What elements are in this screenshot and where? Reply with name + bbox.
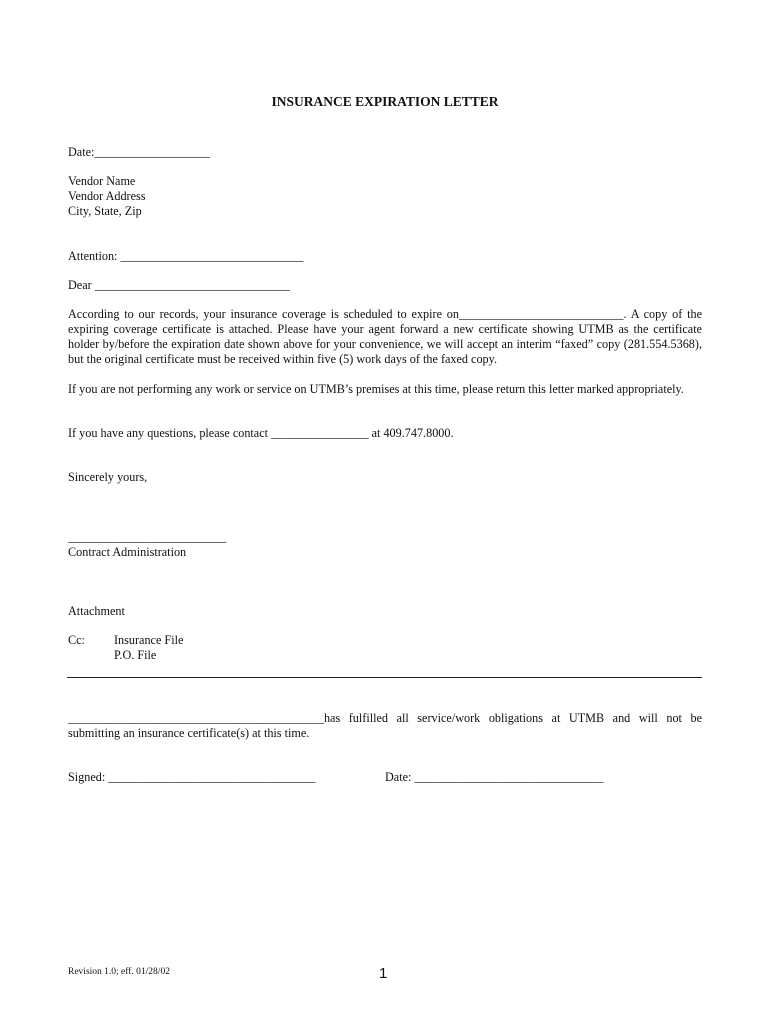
attention-line: Attention: ______________________________ — [68, 249, 304, 263]
signature-line: __________________________ — [68, 530, 227, 544]
attachment-label: Attachment — [68, 604, 125, 618]
fulfilled-paragraph: __________________________________________has fulfilled all service/work obligations at UTMB and will not be submitting an insurance certificate(s) at this time. — [68, 711, 702, 740]
vendor-name: Vendor Name — [68, 174, 136, 188]
cc-label: Cc: — [68, 633, 85, 647]
cc-item: P.O. File — [114, 648, 157, 662]
cc-item: Insurance File — [114, 633, 184, 647]
questions-line: If you have any questions, please contact ________________ at 409.747.8000. — [68, 426, 454, 440]
page-title: INSURANCE EXPIRATION LETTER — [271, 94, 499, 109]
section-divider — [67, 677, 702, 678]
salutation-line: Dear ________________________________ — [68, 278, 290, 292]
expiration-paragraph: According to our records, your insurance coverage is scheduled to expire on___________________________. A copy of the expiring coverage certificate is attached. Please have your agent forward a new certificate showing UTMB as the certificate holder by/before the expiration date shown above for your convenience, we will accept an interim “faxed” copy (281.554.5368), but the original certificate must be received within five (5) work days of the faxed copy. — [68, 307, 702, 366]
signed-line: Signed: __________________________________ — [68, 770, 316, 784]
no-work-paragraph: If you are not performing any work or service on UTMB’s premises at this time, please return this letter marked appropriately. — [68, 382, 684, 396]
signatory: Contract Administration — [68, 545, 187, 559]
signed-date-line: Date: _______________________________ — [385, 770, 604, 784]
page-number: 1 — [379, 965, 388, 982]
date-field-line: Date:___________________ — [68, 145, 211, 159]
vendor-address: Vendor Address — [68, 189, 146, 203]
vendor-city-state-zip: City, State, Zip — [68, 204, 142, 218]
closing: Sincerely yours, — [68, 470, 148, 484]
revision-footer: Revision 1.0; eff. 01/28/02 — [68, 967, 170, 977]
